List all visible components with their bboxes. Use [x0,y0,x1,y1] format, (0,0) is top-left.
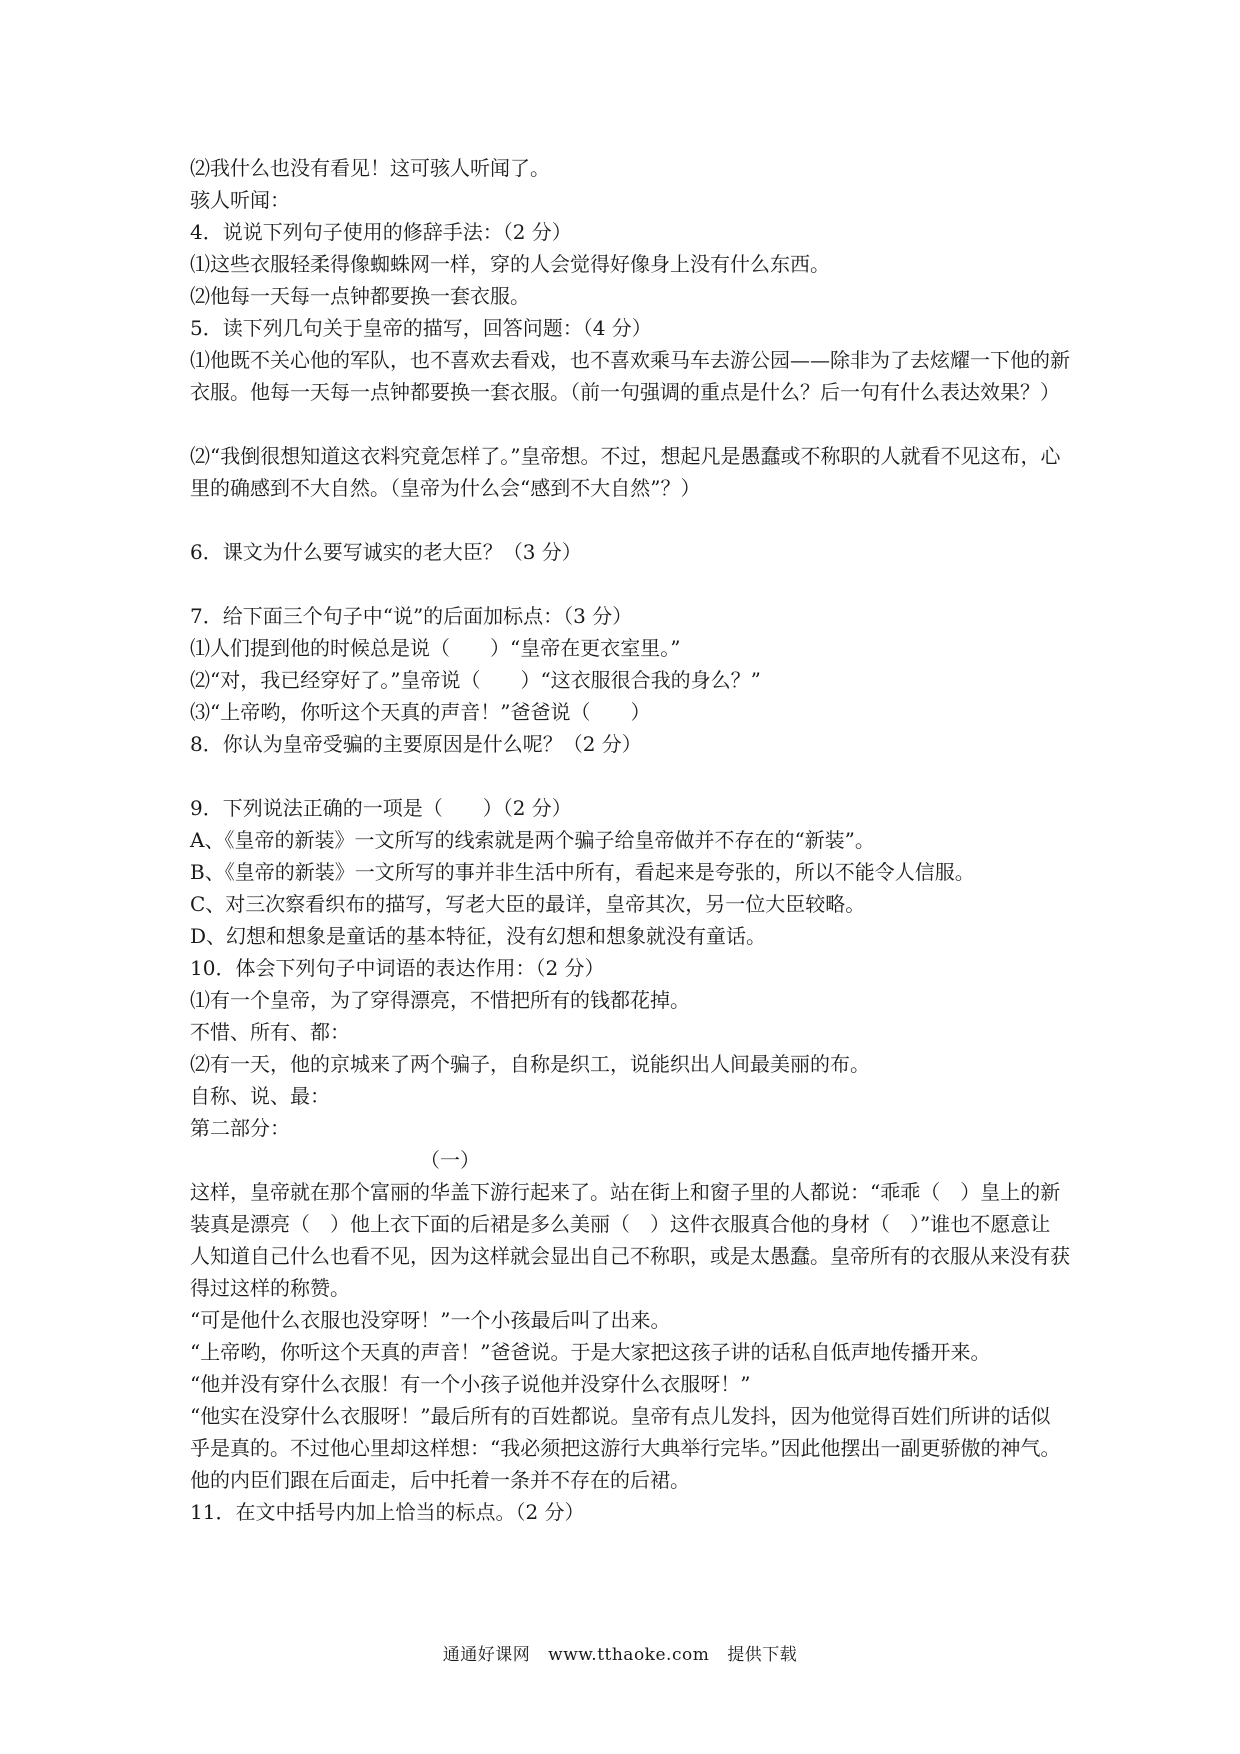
footer-suffix: 提供下载 [727,1645,798,1665]
text-line: ⑵“对，我已经穿好了。”皇帝说（ ）“这衣服很合我的身么？” [190,668,761,692]
text-line: ⑵我什么也没有看见！这可骇人听闻了。 [190,156,550,180]
question-4: 4．说说下列句子使用的修辞手法：（2 分） [190,220,572,244]
text-line: ⑵有一天，他的京城来了两个骗子，自称是织工，说能织出人间最美丽的布。 [190,1052,870,1076]
option-a: A、《皇帝的新装》一文所写的线索就是两个骗子给皇帝做并不存在的“新装”。 [190,828,875,852]
option-b: B、《皇帝的新装》一文所写的事并非生活中所有，看起来是夸张的，所以不能令人信服。 [190,860,975,884]
question-5-item-1: ⑴他既不关心他的军队，也不喜欢去看戏，也不喜欢乘马车去游公园——除非为了去炫耀一下他的新衣服。他每一天每一点钟都要换一套衣服。（前一句强调的重点是什么？后一句有什么表达效果？） [190,348,1070,404]
question-9: 9．下列说法正确的一项是（ ）（2 分） [190,796,572,820]
passage-paragraph: “他并没有穿什么衣服！有一个小孩子说他并没穿什么衣服呀！” [190,1372,751,1396]
answer-space [190,408,1070,440]
question-11: 11．在文中括号内加上恰当的标点。（2 分） [190,1500,585,1524]
question-6: 6．课文为什么要写诚实的老大臣？（3 分） [190,540,582,564]
footer-site-name: 通通好课网 [442,1645,531,1665]
footer-url: www.tthaoke.com [548,1645,710,1665]
answer-space [190,760,1070,792]
text-line: ⑵他每一天每一点钟都要换一套衣服。 [190,284,530,308]
text-line: ⑴有一个皇帝，为了穿得漂亮，不惜把所有的钱都花掉。 [190,988,690,1012]
passage-paragraph: “他实在没穿什么衣服呀！”最后所有的百姓都说。皇帝有点儿发抖，因为他觉得百姓们所讲的话似乎是真的。不过他心里却这样想：“我必须把这游行大典举行完毕。”因此他摆出一副更骄傲的神气。他的内臣们跟在后面走，后中托着一条并不存在的后裙。 [190,1404,1061,1492]
passage-paragraph: “上帝哟，你听这个天真的声音！”爸爸说。于是大家把这孩子讲的话私自低声地传播开来。 [190,1340,991,1364]
text-line: ⑴人们提到他的时候总是说（ ）“皇帝在更衣室里。” [190,636,681,660]
option-d: D、幻想和想象是童话的基本特征，没有幻想和想象就没有童话。 [190,924,767,948]
answer-space [190,504,1070,536]
text-line: ⑴这些衣服轻柔得像蜘蛛网一样，穿的人会觉得好像身上没有什么东西。 [190,252,830,276]
passage-title: （一） [420,1148,480,1172]
text-line: 自称、说、最： [190,1084,330,1108]
question-5-item-2: ⑵“我倒很想知道这衣料究竟怎样了。”皇帝想。不过，想起凡是愚蠢或不称职的人就看不见这布，心里的确感到不大自然。（皇帝为什么会“感到不大自然”？） [190,444,1061,500]
answer-space [190,568,1070,600]
text-line: ⑶“上帝哟，你听这个天真的声音！”爸爸说（ ） [190,700,651,724]
text-line: 不惜、所有、都： [190,1020,350,1044]
question-7: 7．给下面三个句子中“说”的后面加标点：（3 分） [190,604,633,628]
page-footer [0,1640,1240,1665]
section-heading: 第二部分： [190,1116,290,1140]
option-c: C、对三次察看织布的描写，写老大臣的最详，皇帝其次，另一位大臣较略。 [190,892,866,916]
question-10: 10．体会下列句子中词语的表达作用：（2 分） [190,956,605,980]
question-8: 8．你认为皇帝受骗的主要原因是什么呢？（2 分） [190,732,642,756]
passage-paragraph: “可是他什么衣服也没穿呀！”一个小孩最后叫了出来。 [190,1308,671,1332]
text-line: 骇人听闻： [190,188,290,212]
page-content [190,152,1070,1528]
passage-paragraph: 这样，皇帝就在那个富丽的华盖下游行起来了。站在街上和窗子里的人都说：“乖乖（ ）皇上的新装真是漂亮（ ）他上衣下面的后裙是多么美丽（ ）这件衣服真合他的身材（ ）”谁也不愿意让人知道自己什么也看不见，因为这样就会显出自己不称职，或是太愚蠢。皇帝所有的衣服从来没有获得过这样的称赞。 [190,1180,1070,1300]
question-5: 5．读下列几句关于皇帝的描写，回答问题：（4 分） [190,316,652,340]
